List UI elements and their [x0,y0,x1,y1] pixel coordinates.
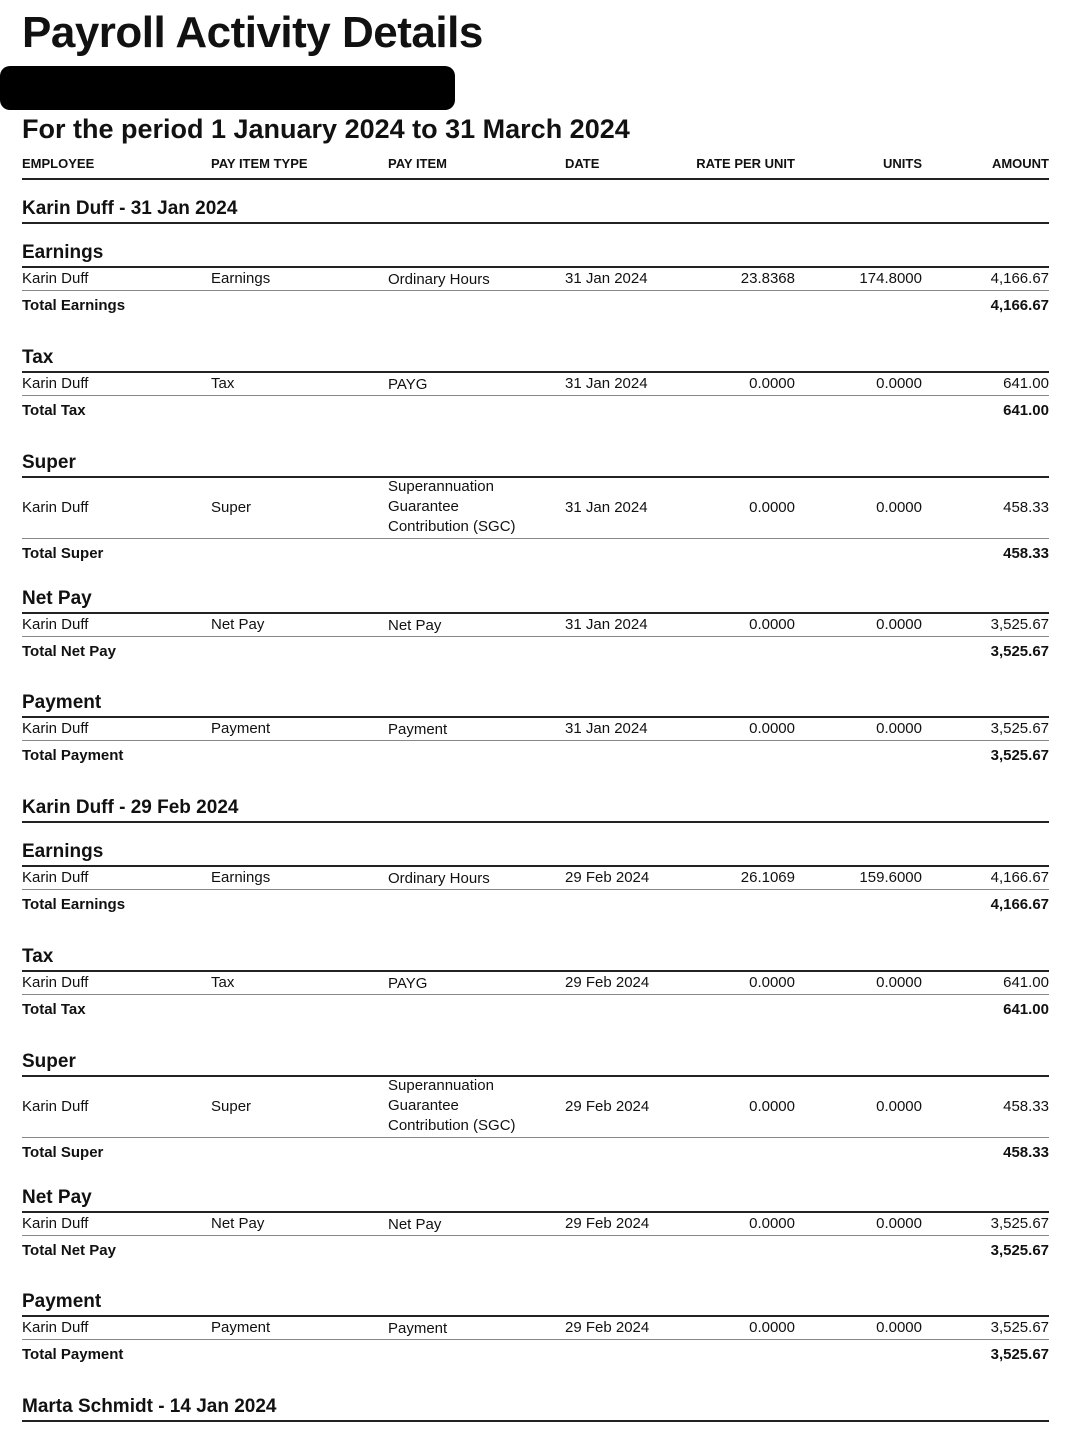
total-amount: 3,525.67 [990,1346,1049,1363]
cell-units: 0.0000 [876,499,922,516]
section-heading: Super [22,1051,1049,1077]
total-label: Total Tax [22,1001,86,1018]
cell-pay-item-type: Net Pay [211,616,265,633]
cell-date: 29 Feb 2024 [565,1319,650,1336]
total-amount: 3,525.67 [990,747,1049,764]
cell-employee: Karin Duff [22,1319,89,1336]
column-header-pay-item-type: PAY ITEM TYPE [211,156,308,171]
cell-pay-item-type: Tax [211,974,235,991]
cell-pay-item: Superannuation Guarantee Contribution (SGC) [388,1077,516,1134]
employee-group-heading: Karin Duff - 29 Feb 2024 [22,797,1049,823]
cell-date: 31 Jan 2024 [565,375,648,392]
cell-units: 0.0000 [876,616,922,633]
employee-group-heading: Karin Duff - 31 Jan 2024 [22,198,1049,224]
cell-date: 29 Feb 2024 [565,869,650,886]
cell-amount: 641.00 [1003,375,1049,392]
cell-amount: 641.00 [1003,974,1049,991]
total-label: Total Net Pay [22,1242,116,1259]
section-total-row [22,643,1049,663]
cell-units: 0.0000 [876,974,922,991]
cell-pay-item: Ordinary Hours [388,271,490,288]
cell-pay-item-type: Super [211,1098,252,1115]
cell-pay-item-type: Tax [211,375,235,392]
cell-rate-per-unit: 0.0000 [749,499,795,516]
cell-amount: 4,166.67 [990,270,1049,287]
table-row [22,1077,1049,1138]
cell-pay-item-type: Earnings [211,270,271,287]
section-heading: Payment [22,692,1049,718]
cell-rate-per-unit: 0.0000 [749,720,795,737]
total-label: Total Payment [22,747,124,764]
cell-amount: 4,166.67 [990,869,1049,886]
cell-rate-per-unit: 0.0000 [749,1215,795,1232]
section-total-row [22,297,1049,317]
cell-amount: 3,525.67 [990,720,1049,737]
cell-employee: Karin Duff [22,499,89,516]
total-amount: 3,525.67 [990,643,1049,660]
cell-rate-per-unit: 0.0000 [749,1319,795,1336]
cell-employee: Karin Duff [22,1098,89,1115]
cell-units: 159.6000 [859,869,922,886]
cell-employee: Karin Duff [22,869,89,886]
table-row [22,1213,1049,1236]
column-header-rate-per-unit: RATE PER UNIT [696,156,795,171]
section-total-row [22,896,1049,916]
total-amount: 641.00 [1003,402,1049,419]
cell-rate-per-unit: 0.0000 [749,616,795,633]
section-heading: Earnings [22,242,1049,268]
table-row [22,268,1049,291]
cell-pay-item: Net Pay [388,617,442,634]
cell-pay-item-type: Payment [211,1319,271,1336]
cell-date: 29 Feb 2024 [565,1215,650,1232]
cell-employee: Karin Duff [22,1215,89,1232]
cell-pay-item-type: Earnings [211,869,271,886]
cell-pay-item: Ordinary Hours [388,870,490,887]
column-header-row [22,156,1049,180]
total-amount: 458.33 [1003,1144,1049,1161]
cell-amount: 3,525.67 [990,616,1049,633]
section-total-row [22,1144,1049,1164]
cell-rate-per-unit: 0.0000 [749,375,795,392]
cell-employee: Karin Duff [22,974,89,991]
section-total-row [22,1346,1049,1366]
total-label: Total Super [22,545,104,562]
cell-rate-per-unit: 23.8368 [740,270,795,287]
cell-employee: Karin Duff [22,270,89,287]
cell-employee: Karin Duff [22,720,89,737]
table-row [22,478,1049,539]
total-amount: 4,166.67 [990,297,1049,314]
cell-employee: Karin Duff [22,375,89,392]
cell-date: 31 Jan 2024 [565,499,648,516]
cell-units: 174.8000 [859,270,922,287]
section-heading: Net Pay [22,1187,1049,1213]
report-title: Payroll Activity Details [22,8,483,57]
table-row [22,373,1049,396]
total-label: Total Payment [22,1346,124,1363]
cell-pay-item: Payment [388,721,448,738]
table-row [22,614,1049,637]
cell-pay-item-type: Super [211,499,252,516]
total-label: Total Super [22,1144,104,1161]
cell-pay-item: Net Pay [388,1216,442,1233]
cell-pay-item: PAYG [388,376,428,393]
cell-amount: 458.33 [1003,499,1049,516]
cell-units: 0.0000 [876,720,922,737]
cell-employee: Karin Duff [22,616,89,633]
cell-date: 31 Jan 2024 [565,270,648,287]
cell-date: 29 Feb 2024 [565,974,650,991]
section-total-row [22,1242,1049,1262]
cell-rate-per-unit: 0.0000 [749,974,795,991]
table-row [22,1317,1049,1340]
section-total-row [22,1001,1049,1021]
section-heading: Payment [22,1291,1049,1317]
total-amount: 641.00 [1003,1001,1049,1018]
cell-rate-per-unit: 0.0000 [749,1098,795,1115]
total-label: Total Earnings [22,297,126,314]
cell-units: 0.0000 [876,1319,922,1336]
table-row [22,867,1049,890]
column-header-pay-item: PAY ITEM [388,156,448,171]
section-heading: Tax [22,946,1049,972]
total-amount: 3,525.67 [990,1242,1049,1259]
table-row [22,972,1049,995]
section-heading: Super [22,452,1049,478]
report-period: For the period 1 January 2024 to 31 March 2024 [22,114,630,144]
cell-amount: 3,525.67 [990,1215,1049,1232]
section-total-row [22,545,1049,565]
cell-pay-item-type: Net Pay [211,1215,265,1232]
cell-pay-item-type: Payment [211,720,271,737]
table-row [22,718,1049,741]
cell-units: 0.0000 [876,375,922,392]
cell-date: 29 Feb 2024 [565,1098,650,1115]
cell-units: 0.0000 [876,1098,922,1115]
section-heading: Tax [22,347,1049,373]
cell-date: 31 Jan 2024 [565,720,648,737]
column-header-amount: AMOUNT [991,156,1049,171]
column-header-date: DATE [565,156,600,171]
cell-pay-item: Payment [388,1320,448,1337]
employee-group-heading: Marta Schmidt - 14 Jan 2024 [22,1396,1049,1422]
column-header-units: UNITS [883,156,922,171]
cell-date: 31 Jan 2024 [565,616,648,633]
section-heading: Earnings [22,841,1049,867]
cell-units: 0.0000 [876,1215,922,1232]
total-label: Total Earnings [22,896,126,913]
total-label: Total Tax [22,402,86,419]
section-total-row [22,747,1049,767]
cell-pay-item: Superannuation Guarantee Contribution (SGC) [388,478,516,535]
section-total-row [22,402,1049,422]
section-heading: Net Pay [22,588,1049,614]
cell-rate-per-unit: 26.1069 [740,869,795,886]
cell-amount: 3,525.67 [990,1319,1049,1336]
redaction-bar [0,66,455,110]
cell-pay-item: PAYG [388,975,428,992]
column-header-employee: EMPLOYEE [22,156,95,171]
total-amount: 4,166.67 [990,896,1049,913]
total-label: Total Net Pay [22,643,116,660]
total-amount: 458.33 [1003,545,1049,562]
cell-amount: 458.33 [1003,1098,1049,1115]
